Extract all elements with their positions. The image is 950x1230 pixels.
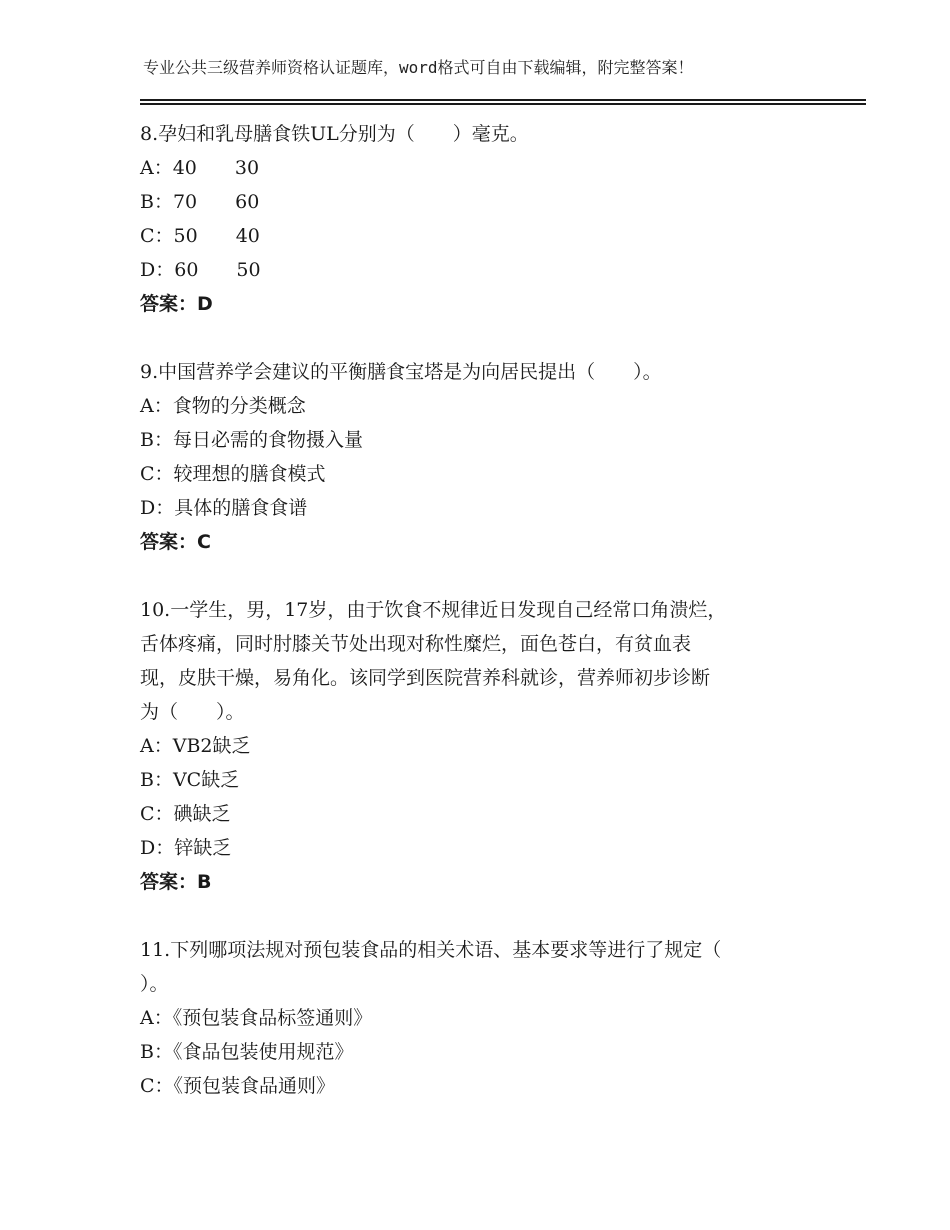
question-stem-line: ）。 [140,973,169,995]
option-d: D：60 50 [140,259,261,281]
option-c: C：碘缺乏 [140,803,231,825]
option-a: A：《预包装食品标签通则》 [140,1007,373,1029]
option-a: A：40 30 [140,157,260,179]
option-b: B：VC缺乏 [140,769,240,791]
option-a: A：VB2缺乏 [140,735,251,757]
answer: 答案：B [140,871,212,893]
question-stem: 9.中国营养学会建议的平衡膳食宝塔是为向居民提出（ ）。 [140,361,662,383]
option-b: B：每日必需的食物摄入量 [140,429,363,451]
spacer [140,899,820,933]
question-9 [140,355,820,559]
question-stem-line: 现，皮肤干燥，易角化。该同学到医院营养科就诊，营养师初步诊断 [140,667,711,689]
question-stem-line: 舌体疼痛，同时肘膝关节处出现对称性糜烂，面色苍白，有贫血表 [140,633,692,655]
question-stem-line: 10.一学生，男，17岁，由于饮食不规律近日发现自己经常口角溃烂， [140,599,727,621]
question-10 [140,593,820,899]
answer: 答案：D [140,293,213,315]
header-rule-bottom [140,103,866,105]
question-8 [140,117,820,321]
option-b: B：70 60 [140,191,260,213]
option-c: C：50 40 [140,225,260,247]
question-stem: 8.孕妇和乳母膳食铁UL分别为（ ）毫克。 [140,123,529,145]
question-list [140,117,820,1103]
question-stem-line: 为（ ）。 [140,701,245,723]
spacer [140,321,820,355]
option-b: B：《食品包装使用规范》 [140,1041,354,1063]
option-c: C：《预包装食品通则》 [140,1075,336,1097]
question-stem-line: 11.下列哪项法规对预包装食品的相关术语、基本要求等进行了规定（ [140,939,722,961]
header-rule-top [140,99,866,101]
spacer [140,559,820,593]
option-d: D：锌缺乏 [140,837,232,859]
option-a: A：食物的分类概念 [140,395,306,417]
page-header: 专业公共三级营养师资格认证题库，word格式可自由下载编辑，附完整答案！ [143,58,694,77]
question-11 [140,933,820,1103]
option-c: C：较理想的膳食模式 [140,463,326,485]
answer: 答案：C [140,531,211,553]
option-d: D：具体的膳食食谱 [140,497,308,519]
